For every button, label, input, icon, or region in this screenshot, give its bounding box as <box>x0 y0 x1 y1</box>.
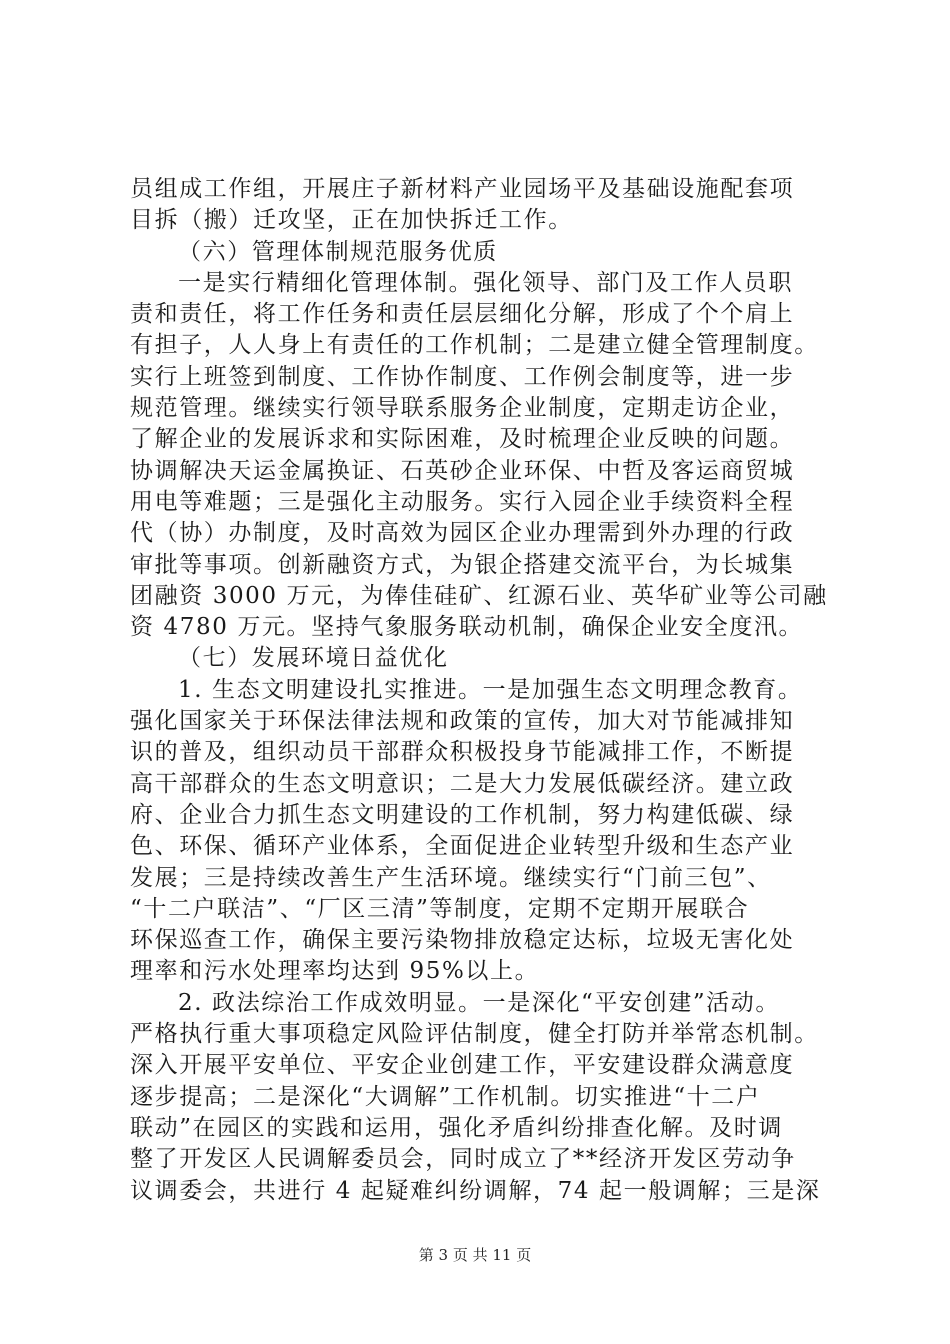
text-line: （七）发展环境日益优化 <box>178 645 449 672</box>
text-line: 严格执行重大事项稳定风险评估制度，健全打防并举常态机制。 <box>130 1021 819 1048</box>
text-line: 逐步提高；二是深化“大调解”工作机制。切实推进“十二户 <box>130 1083 761 1110</box>
text-line: 2. 政法综治工作成效明显。一是深化“平安创建”活动。 <box>178 989 780 1016</box>
text-line: 审批等事项。创新融资方式，为银企搭建交流平台，为长城集 <box>130 551 795 578</box>
text-line: 用电等难题；三是强化主动服务。实行入园企业手续资料全程 <box>130 488 795 515</box>
text-line: 有担子，人人身上有责任的工作机制；二是建立健全管理制度。 <box>130 332 819 359</box>
text-line: 一是实行精细化管理体制。强化领导、部门及工作人员职 <box>178 269 793 296</box>
text-line: 了解企业的发展诉求和实际困难，及时梳理企业反映的问题。 <box>130 426 795 453</box>
text-line: 强化国家关于环保法律法规和政策的宣传，加大对节能减排知 <box>130 708 795 735</box>
text-line: 员组成工作组，开展庄子新材料产业园场平及基础设施配套项 <box>130 176 795 202</box>
text-line: 实行上班签到制度、工作协作制度、工作例会制度等，进一步 <box>130 363 795 390</box>
text-line: 责和责任，将工作任务和责任层层细化分解，形成了个个肩上 <box>130 301 795 328</box>
text-line: 发展；三是持续改善生产生活环境。继续实行“门前三包”、 <box>130 864 772 891</box>
text-line: （六）管理体制规范服务优质 <box>178 238 498 265</box>
text-line: 代（协）办制度，及时高效为园区企业办理需到外办理的行政 <box>130 520 795 547</box>
text-line: 团融资 3000 万元，为俸佳硅矿、红源石业、英华矿业等公司融 <box>130 582 828 609</box>
text-line: 深入开展平安单位、平安企业创建工作，平安建设群众满意度 <box>130 1052 795 1079</box>
text-line: 规范管理。继续实行领导联系服务企业制度，定期走访企业， <box>130 395 795 422</box>
text-line: “十二户联洁”、“厂区三清”等制度，定期不定期开展联合 <box>130 895 750 922</box>
text-line: 环保巡查工作，确保主要污染物排放稳定达标，垃圾无害化处 <box>130 927 795 954</box>
text-line: 府、企业合力抓生态文明建设的工作机制，努力构建低碳、绿 <box>130 801 795 828</box>
page-number-label: 第 3 页 共 11 页 <box>418 1246 532 1264</box>
page-footer <box>0 1244 950 1265</box>
text-line: 协调解决天运金属换证、石英砂企业环保、中哲及客运商贸城 <box>130 457 795 484</box>
text-line: 联动”在园区的实践和运用，强化矛盾纠纷排查化解。及时调 <box>130 1114 783 1141</box>
document-body <box>130 174 850 1207</box>
text-line: 高干部群众的生态文明意识；二是大力发展低碳经济。建立政 <box>130 770 795 797</box>
text-line: 目拆（搬）迁攻坚，正在加快拆迁工作。 <box>130 207 573 234</box>
text-line: 整了开发区人民调解委员会，同时成立了**经济开发区劳动争 <box>130 1146 796 1173</box>
text-line: 资 4780 万元。坚持气象服务联动机制，确保企业安全度汛。 <box>130 614 804 641</box>
text-line: 识的普及，组织动员干部群众积极投身节能减排工作，不断提 <box>130 739 795 766</box>
text-line: 理率和污水处理率均达到 95%以上。 <box>130 958 540 985</box>
text-line: 色、环保、循环产业体系，全面促进企业转型升级和生态产业 <box>130 833 795 860</box>
text-line: 议调委会，共进行 4 起疑难纠纷调解，74 起一般调解；三是深 <box>130 1177 821 1204</box>
text-line: 1. 生态文明建设扎实推进。一是加强生态文明理念教育。 <box>178 676 803 703</box>
